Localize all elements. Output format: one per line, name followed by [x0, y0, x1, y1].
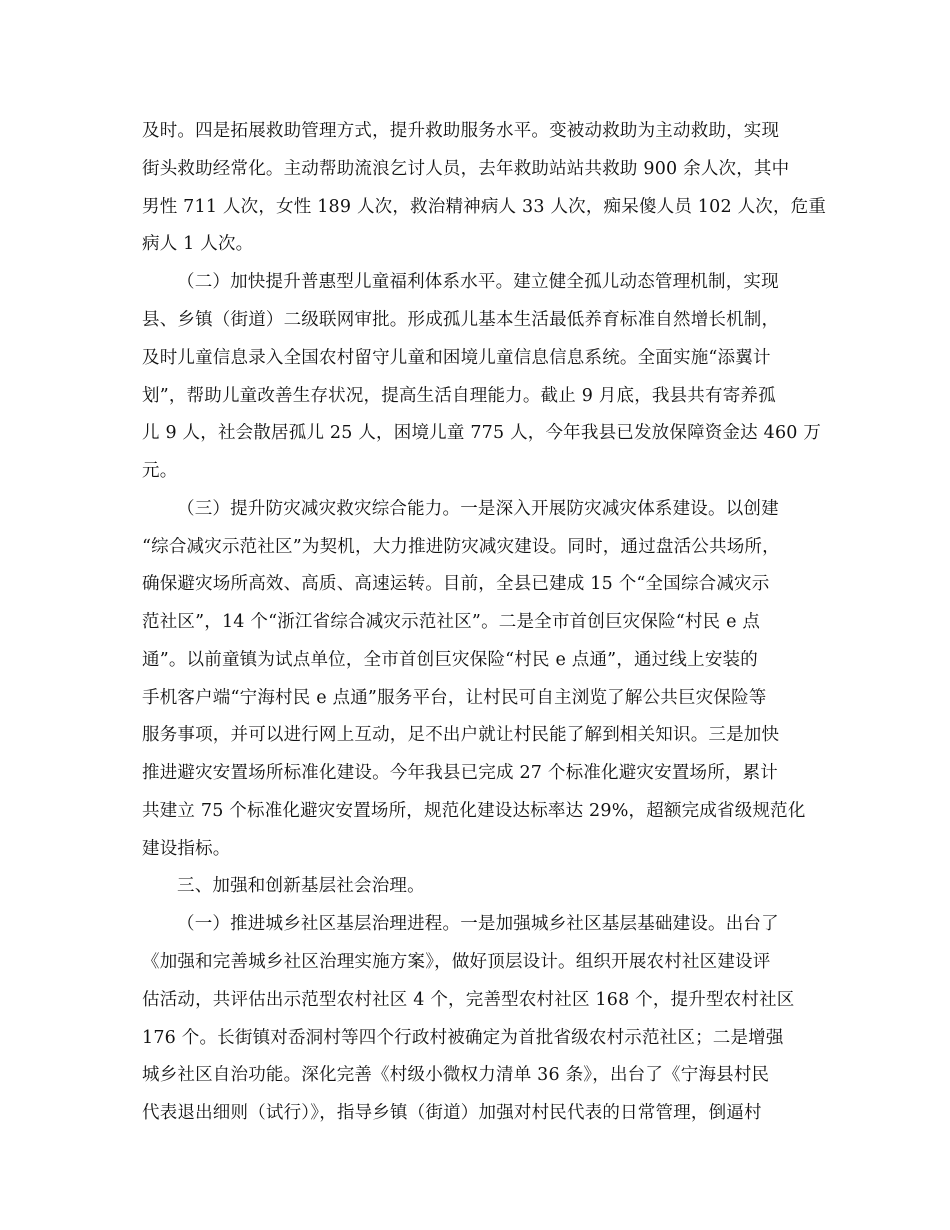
text-line: 男性 711 人次，女性 189 人次，救治精神病人 33 人次，痴呆傻人员 102 人次，危重: [142, 197, 827, 217]
text-line: 176 个。长街镇对岙洞村等四个行政村被确定为首批省级农村示范社区；二是增强: [142, 1028, 784, 1048]
text-line: 共建立 75 个标准化避灾安置场所，规范化建设达标率达 29%，超额完成省级规范化: [142, 801, 806, 821]
text-line: 服务事项，并可以进行网上互动，足不出户就让村民能了解到相关知识。三是加快: [142, 725, 780, 745]
text-line: 推进避灾安置场所标准化建设。今年我县已完成 27 个标准化避灾安置场所，累计: [142, 763, 778, 783]
paragraph-start-line: （三）提升防灾减灾救灾综合能力。一是深入开展防灾减灾体系建设。以创建: [177, 499, 779, 519]
section-heading: 三、加强和创新基层社会治理。: [177, 876, 425, 896]
text-line: “综合减灾示范社区”为契机，大力推进防灾减灾建设。同时，通过盘活公共场所，: [142, 537, 780, 557]
text-line: 范社区”，14 个“浙江省综合减灾示范社区”。二是全市首创巨灾保险“村民 e 点: [142, 612, 761, 632]
text-line: 及时。四是拓展救助管理方式，提升救助服务水平。变被动救助为主动救助，实现: [142, 121, 780, 141]
text-line: 《加强和完善城乡社区治理实施方案》，做好顶层设计。组织开展农村社区建设评: [142, 952, 771, 972]
text-line: 确保避灾场所高效、高质、高速运转。目前，全县已建成 15 个“全国综合减灾示: [142, 574, 770, 594]
text-line: 街头救助经常化。主动帮助流浪乞讨人员，去年救助站站共救助 900 余人次，其中: [142, 159, 790, 179]
text-line: 建设指标。: [142, 839, 231, 859]
text-line: 及时儿童信息录入全国农村留守儿童和困境儿童信息信息系统。全面实施“添翼计: [142, 348, 771, 368]
text-line: 通”。以前童镇为试点单位，全市首创巨灾保险“村民 e 点通”，通过线上安装的: [142, 650, 758, 670]
text-line: 代表退出细则（试行）》，指导乡镇（街道）加强对村民代表的日常管理，倒逼村: [142, 1103, 762, 1123]
text-line: 城乡社区自治功能。深化完善《村级小微权力清单 36 条》，出台了《宁海县村民: [142, 1065, 770, 1085]
text-line: 儿 9 人，社会散居孤儿 25 人，困境儿童 775 人，今年我县已发放保障资金达 460 万: [142, 423, 822, 443]
text-line: 病人 1 人次。: [142, 234, 254, 254]
text-line: 县、乡镇（街道）二级联网审批。形成孤儿基本生活最低养育标准自然增长机制，: [142, 310, 780, 330]
paragraph-start-line: （一）推进城乡社区基层治理进程。一是加强城乡社区基层基础建设。出台了: [177, 914, 779, 934]
paragraph-start-line: （二）加快提升普惠型儿童福利体系水平。建立健全孤儿动态管理机制，实现: [177, 272, 779, 292]
text-line: 手机客户端“宁海村民 e 点通”服务平台，让村民可自主浏览了解公共巨灾保险等: [142, 688, 767, 708]
text-line: 估活动，共评估出示范型农村社区 4 个，完善型农村社区 168 个，提升型农村社区: [142, 990, 795, 1010]
text-line: 元。: [142, 461, 178, 481]
text-line: 划”，帮助儿童改善生存状况，提高生活自理能力。截止 9 月底，我县共有寄养孤: [142, 386, 776, 406]
